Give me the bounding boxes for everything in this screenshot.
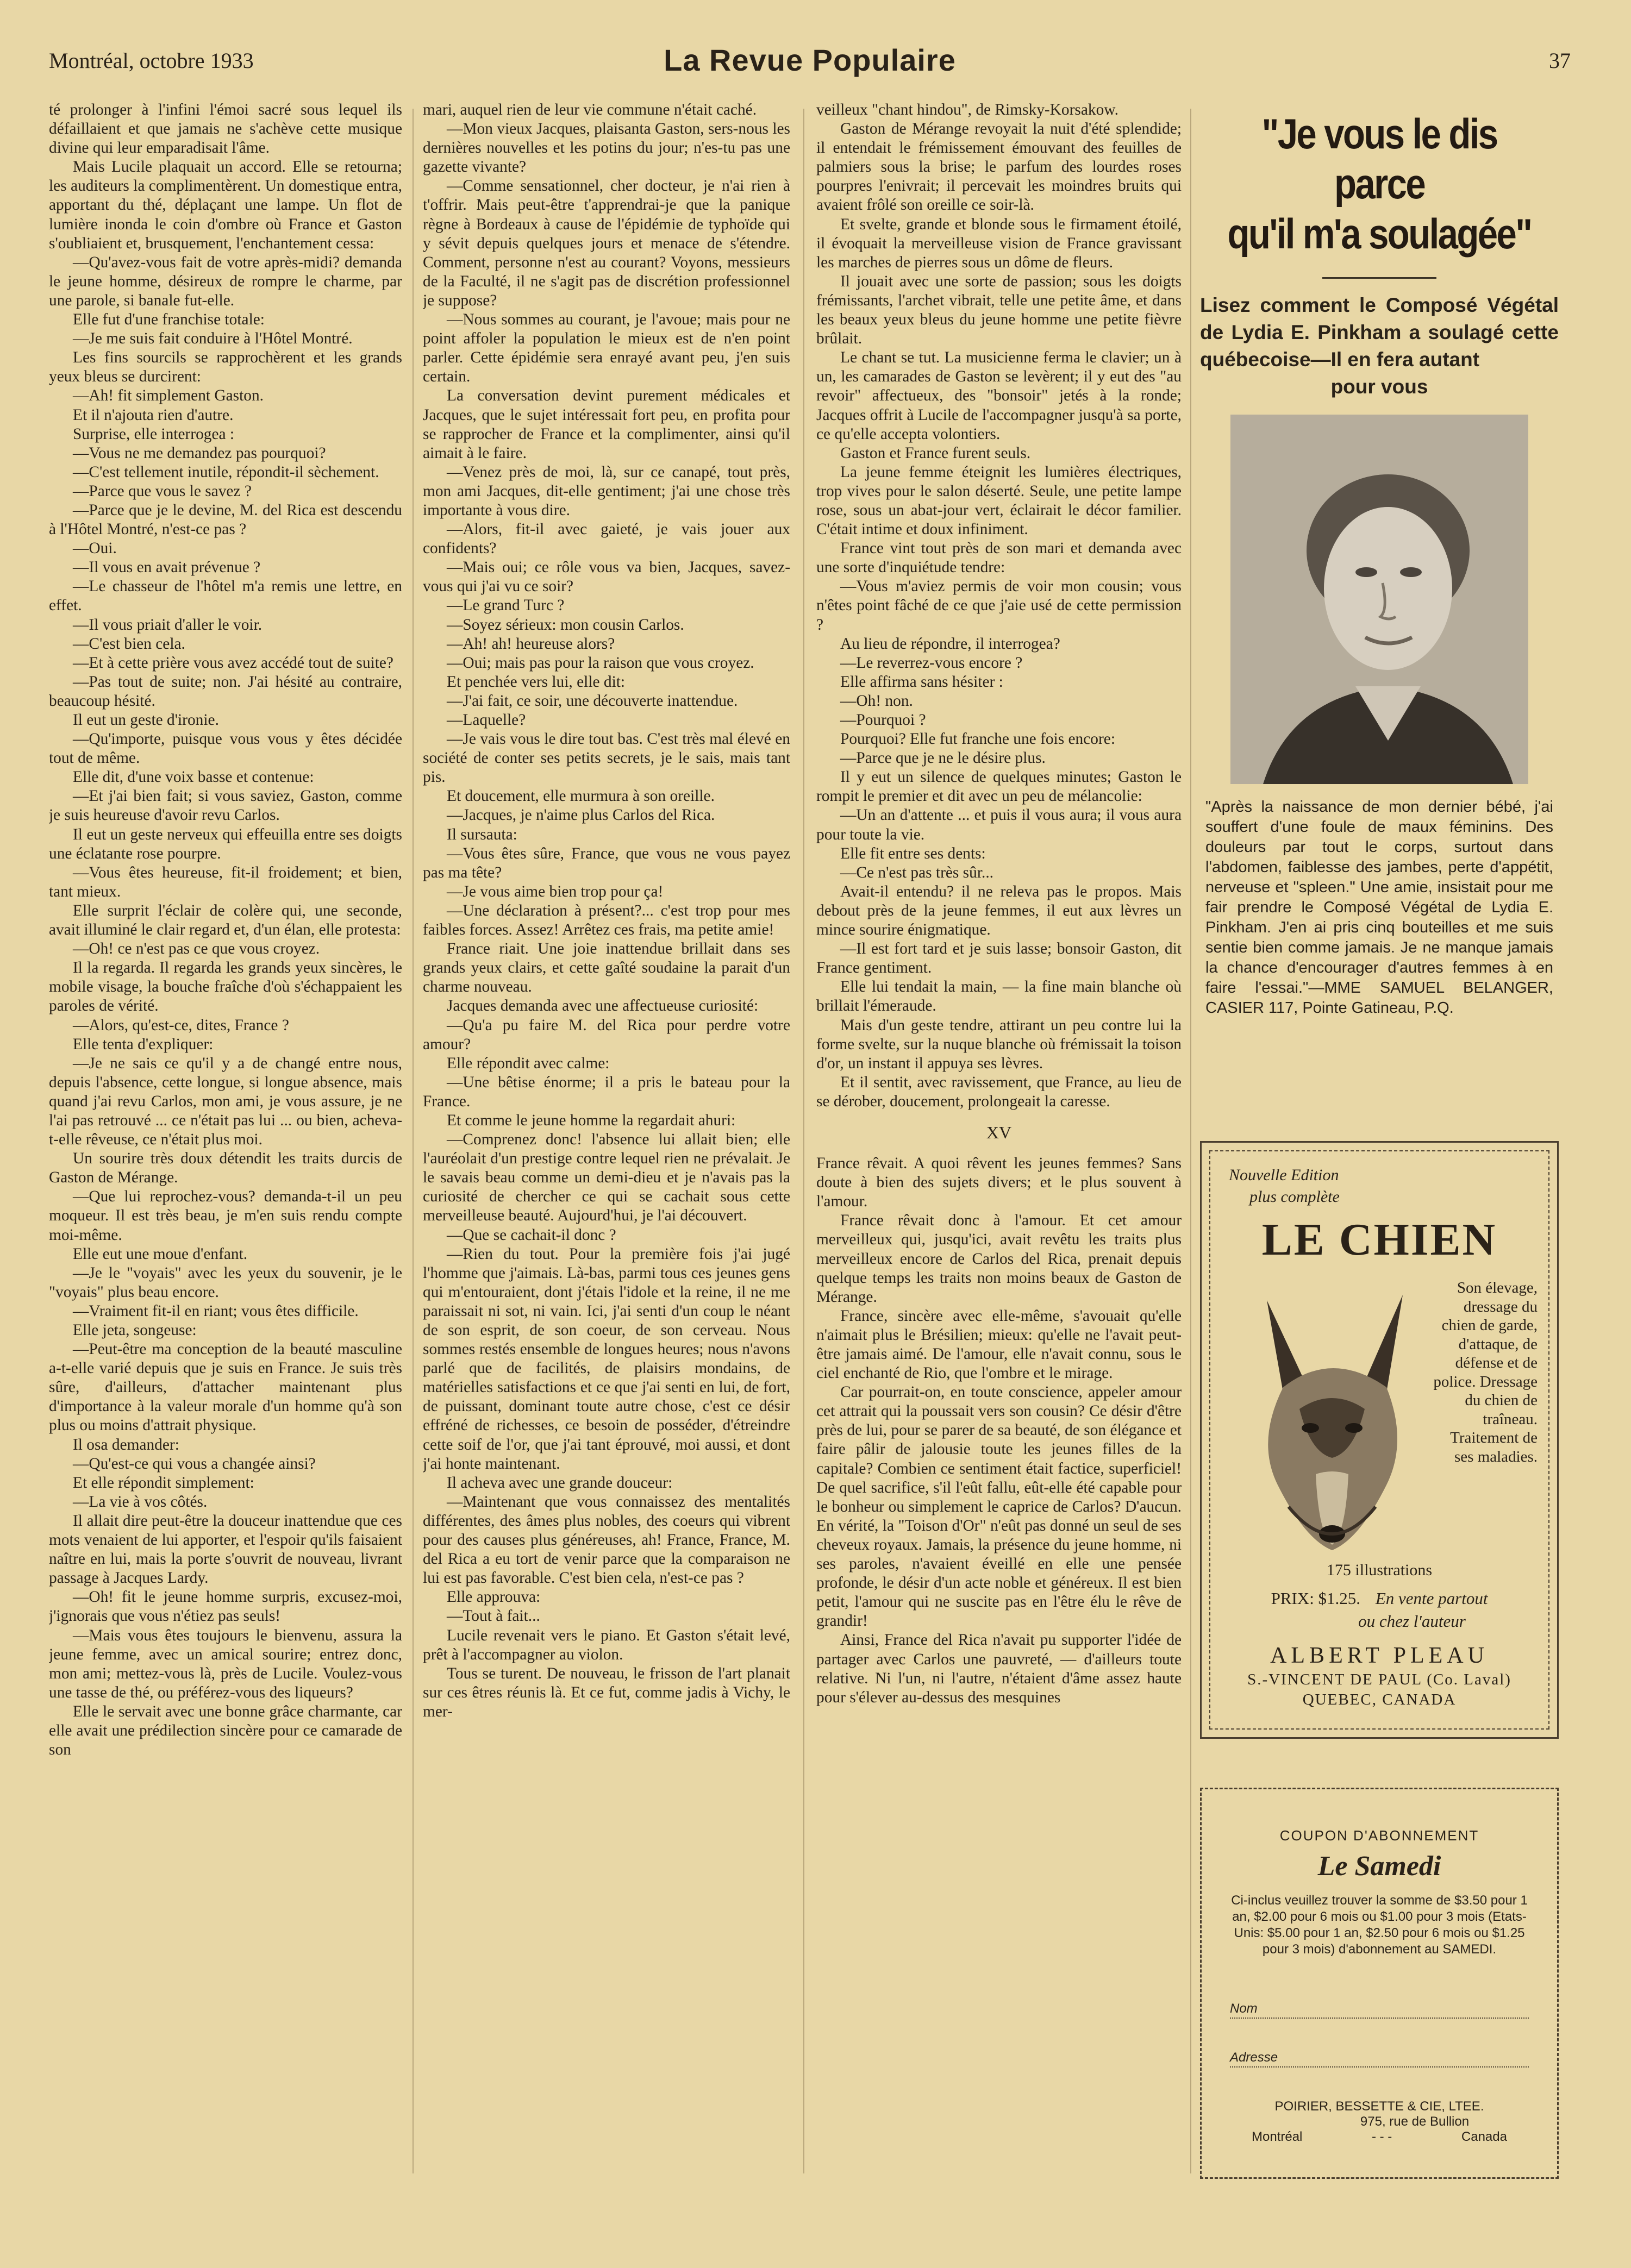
paragraph: —Je le "voyais" avec les yeux du souvenir, je le "voyais" plus beau encore. [49, 1264, 402, 1301]
paragraph: Mais d'un geste tendre, attirant un peu contre lui la forme svelte, sur la nuque blanche où frémissait la toison d'or, un instant il appuya ses lèvres. [816, 1016, 1182, 1072]
paragraph: Il la regarda. Il regarda les grands yeux sincères, le mobile visage, la bouche fraîche d'où s'échappaient les paroles de vérité. [49, 959, 402, 1015]
testimonial-text: "Après la naissance de mon dernier bébé, j'ai souffert d'une foule de maux féminins. Des douleurs par tout le corps, surtout dans l'abdomen, faiblesse des jambes, perte d'appétit, nerveuse et "spleen." Une amie, insistait pour me fair prendre le Composé Végétal de Lydia E. Pinkham. J'en ai pris cinq bouteilles et me suis sentie bien comme jamais. Je ne manque jamais la chance d'encourager d'autres femmes à en faire l'essai."—MME SAMUEL BELANGER, CASIER 117, Pointe Gatineau, P.Q. [1205, 798, 1553, 1017]
paragraph: —Tout à fait... [447, 1607, 540, 1625]
publisher-street: 975, rue de Bullion [1360, 2114, 1470, 2129]
paragraph: Elle lui tendait la main, — la fine main blanche où brillait l'émeraude. [816, 978, 1182, 1015]
paragraph: —Je vais vous le dire tout bas. C'est très mal élevé en société de conter ses petits secrets, je le sais, mais tant pis. [423, 730, 790, 786]
paragraph: —Laquelle? [447, 711, 526, 729]
paragraph: —Ce n'est pas très sûr... [840, 863, 994, 881]
paragraph: —Oh! ce n'est pas ce que vous croyez. [73, 940, 320, 958]
paragraph: —Mais oui; ce rôle vous va bien, Jacques, savez-vous qui j'ai vu ce soir? [423, 559, 790, 596]
paragraph: Gaston et France furent seuls. [840, 444, 1031, 462]
paragraph: Et il n'ajouta rien d'autre. [73, 406, 234, 424]
paragraph: —Oui; mais pas pour la raison que vous croyez. [447, 654, 754, 672]
ad-subhead: Lisez comment le Composé Végétal de Lydia E. Pinkham a soulagé cette québecoise—Il en fera autant [1200, 294, 1559, 371]
paragraph: —Mon vieux Jacques, plaisanta Gaston, sers-nous les dernières nouvelles et les potins du jour; n'es-tu pas une gazette vivante? [423, 120, 790, 176]
paragraph: —Ah! ah! heureuse alors? [447, 635, 615, 653]
paragraph: —Que lui reprochez-vous? demanda-t-il un peu moqueur. Il est très beau, je m'en suis rendu compte moi-même. [49, 1188, 402, 1244]
paragraph: Car pourrait-on, en toute conscience, appeler amour cet attrait qui la poussait vers son cousin? Ce désir d'être près de lui, pour se parer de sa beauté, de son élégance et faire pâlir de jalousie toute les jeunes filles de la capitale? Combien ce sentiment était factice, superficiel! De quel sacrifice, s'il l'eût fallu, eût-elle été capable pour le bonheur ou simplement le caprice de Carlos? D'aucun. En vérité, la "Toison d'Or" n'eût pas donné un seul de ses cheveux royaux. Jamais, la présence du jeune homme, ni ses paroles, n'avaient éveillé en elle une pensée profonde, le désir d'un acte noble et généreux. Il est bien petit, l'amour qui ne suscite pas en l'être élu le rêve de grandir! [816, 1383, 1182, 1630]
address-field[interactable] [1230, 2050, 1529, 2067]
address-line-2: QUEBEC, CANADA [1302, 1691, 1457, 1708]
paragraph: —Il vous en avait prévenue ? [73, 559, 261, 577]
column-rule [413, 109, 414, 2173]
paragraph: —La vie à vos côtés. [73, 1493, 208, 1511]
paragraph: —Vous ne me demandez pas pourquoi? [73, 444, 326, 462]
paragraph: —Pas tout de suite; non. J'ai hésité au contraire, beaucoup hésité. [49, 673, 402, 710]
dog-head-icon [1223, 1279, 1441, 1561]
paragraph: —Et à cette prière vous avez accédé tout de suite? [73, 654, 393, 672]
paragraph: Jacques demanda avec une affectueuse curiosité: [447, 997, 759, 1015]
paragraph: Ainsi, France del Rica n'avait pu supporter l'idée de partager avec Carlos une pauvreté, — d'ailleurs toute relative. Ni l'un, ni l'autre, n'étaient d'âme assez haute pour s'élever au-dessus des mesquines [816, 1631, 1182, 1706]
paragraph: Gaston de Mérange revoyait la nuit d'été splendide; il entendait le frémissement émouvant des feuilles de palmiers sous la brise; le parfum des lourdes roses pourpres l'enivrait; il percevait les moindres bruits qui avaient frôlé son oreille ce soir-là. [816, 120, 1182, 214]
edition-line-2: plus complète [1249, 1188, 1340, 1206]
paragraph: —Le reverrez-vous encore ? [840, 654, 1023, 672]
sale-note-1: En vente partout [1375, 1589, 1488, 1608]
article-column-1 [49, 101, 402, 2192]
paragraph: Elle surprit l'éclair de colère qui, une seconde, avait illuminé le clair regard et, d'un élan, elle protesta: [49, 901, 402, 939]
paragraph: Le chant se tut. La musicienne ferma le clavier; un à un, les camarades de Gaston se levèrent; il y eut des "au revoir" affectueux, des "bonsoir" jetés à la ronde; Jacques offrit à Lucile de l'accompagner jusqu'à sa porte, ce qu'elle accepta volontiers. [816, 349, 1182, 443]
paragraph: —Je ne sais ce qu'il y a de changé entre nous, depuis l'absence, cette longue, si longue absence, mais quand j'ai revu Carlos, mon ami, je vous assure, je ne l'ai pas retrouvé ... ce n'était pas lui ... ou bien, acheva-t-elle rêveuse, ce n'était plus moi. [49, 1054, 402, 1149]
paragraph: —Parce que je le devine, M. del Rica est descendu à l'Hôtel Montré, n'est-ce pas ? [49, 501, 402, 538]
address-field-label: Adresse [1230, 2050, 1278, 2065]
paragraph: Et penchée vers lui, elle dit: [447, 673, 626, 691]
paragraph: —Maintenant que vous connaissez des mentalités différentes, des âmes plus nobles, des coeurs qui vibrent pour des causes plus généreuses, ah! France, France, M. del Rica a eu tort de venir parce que la comparaison ne lui est pas favorable. C'est bien cela, n'est-ce pas ? [423, 1493, 790, 1587]
paragraph: —Vous êtes heureuse, fit-il froidement; et bien, tant mieux. [49, 863, 402, 900]
header-date: Montréal, octobre 1933 [49, 48, 254, 73]
paragraph: —Oh! non. [840, 692, 913, 710]
paragraph: —Je me suis fait conduire à l'Hôtel Montré. [73, 330, 353, 348]
paragraph: France rêvait donc à l'amour. Et cet amour merveilleux qui, jusqu'ici, avait revêtu les traits plus merveilleux encore de Carlos del Rica, prenait depuis quelque temps les traits non moins beaux de Gaston de Mérange. [816, 1212, 1182, 1306]
paragraph: Pourquoi? Elle fut franche une fois encore: [840, 730, 1115, 748]
paragraph: Et doucement, elle murmura à son oreille. [447, 787, 715, 805]
paragraph: —Qu'importe, puisque vous vous y êtes décidée tout de même. [49, 730, 402, 767]
price-line [1202, 1587, 1557, 1633]
paragraph: Mais Lucile plaquait un accord. Elle se retourna; les auditeurs la complimentèrent. Un domestique entra, apportant du thé, déplaçant une lampe. Un flot de lumière inonda le coin d'ombre où France et Gaston s'oubliaient et, brusquement, l'enchantement cessa: [49, 158, 402, 252]
price: PRIX: $1.25. [1271, 1589, 1361, 1608]
pinkham-advertisement [1200, 109, 1559, 1018]
subscription-coupon [1200, 1788, 1559, 2179]
paragraph: —Comprenez donc! l'absence lui allait bien; elle l'auréolait d'un prestige contre lequel rien ne prévalait. Je le savais beau comme un demi-dieu et je n'avais pas la curiosité de chercher ce qui se cachait sous cette merveilleuse beauté. Aujourd'hui, je l'ai découvert. [423, 1131, 790, 1225]
paragraph: Il allait dire peut-être la douceur inattendue que ces mots venaient de lui apporter, et l'espoir qu'ils faisaient naître en lui, mais la porte s'ouvrit de nouveau, livrant passage à Jacques Lardy. [49, 1512, 402, 1587]
paragraph: veilleux "chant hindou", de Rimsky-Korsakow. [816, 101, 1118, 118]
paragraph: Elle eut une moue d'enfant. [73, 1245, 248, 1263]
paragraph: Il sursauta: [447, 825, 517, 843]
paragraph: —J'ai fait, ce soir, une découverte inattendue. [447, 692, 738, 710]
paragraph: —Peut-être ma conception de la beauté masculine a-t-elle varié depuis que je suis en France. Je suis très sûre, d'ailleurs, d'attacher maintenant plus d'importance à la valeur morale d'un homme qu'à son plus ou moins d'attrait physique. [49, 1340, 402, 1434]
paragraph: —Qu'est-ce qui vous a changée ainsi? [73, 1455, 316, 1473]
paragraph: La conversation devint purement médicales et Jacques, que le sujet intéressait fort peu, en profita pour se rapprocher de France et la complimenter, ainsi qu'il aimait à le faire. [423, 387, 790, 462]
german-shepherd-illustration [1223, 1279, 1441, 1561]
paragraph: —Ah! fit simplement Gaston. [73, 387, 264, 405]
paragraph: —C'est bien cela. [73, 635, 185, 653]
paragraph: Et comme le jeune homme la regardait ahuri: [447, 1111, 736, 1129]
page-header [49, 42, 1571, 86]
paragraph: —Il vous priait d'aller le voir. [73, 616, 263, 634]
paragraph: France vint tout près de son mari et demanda avec une sorte d'inquiétude tendre: [816, 540, 1182, 577]
paragraph: —Vous êtes sûre, France, que vous ne vous payez pas ma tête? [423, 844, 790, 881]
paragraph: —Oh! fit le jeune homme surpris, excusez-moi, j'ignorais que vous n'étiez pas seuls! [49, 1588, 402, 1625]
publisher-country: Canada [1461, 2129, 1507, 2144]
paragraph: —Un an d'attente ... et puis il vous aura; il vous aura pour toute la vie. [816, 806, 1182, 843]
paragraph: Lucile revenait vers le piano. Et Gaston s'était levé, prêt à l'accompagner au violon. [423, 1626, 790, 1663]
paragraph: France riait. Une joie inattendue brillait dans ses grands yeux clairs, et cette gaîté soudaine la parait d'un charme nouveau. [423, 940, 790, 996]
paragraph: Il jouait avec une sorte de passion; sous les doigts frémissants, l'archet vibrait, telle une petite âme, et dans les beaux yeux bleus du jeune homme une petite fièvre brûlait. [816, 272, 1182, 348]
paragraph: —Une déclaration à présent?... c'est trop pour mes faibles forces. Assez! Arrêtez ces frais, ma petite amie! [423, 901, 790, 939]
paragraph: —Parce que vous le savez ? [73, 482, 252, 500]
paragraph: Il osa demander: [73, 1436, 179, 1453]
paragraph: La jeune femme éteignit les lumières électriques, trop vives pour le salon déserté. Seule, une petite lampe rose, sous un abat-jour vert, éclairait le décor familier. C'était intime et doux infiniment. [816, 463, 1182, 538]
coupon-heading: COUPON D'ABONNEMENT [1279, 1827, 1479, 1844]
illustration-count: 175 illustrations [1326, 1561, 1433, 1579]
paragraph: —C'est tellement inutile, répondit-il sèchement. [73, 463, 379, 481]
section-number: XV [986, 1122, 1012, 1142]
coupon-brand-logo: Le Samedi [1317, 1851, 1441, 1882]
paragraph: Tous se turent. De nouveau, le frisson de l'art planait sur ces êtres réunis là. Et ce fut, comme jadis à Vichy, le mer- [423, 1664, 790, 1720]
name-field[interactable] [1230, 2001, 1529, 2019]
column-rule [803, 109, 804, 2173]
address-line-1: S.-VINCENT DE PAUL (Co. Laval) [1247, 1671, 1511, 1688]
paragraph: Il eut un geste nerveux qui effeuilla entre ses doigts une éclatante rose pourpre. [49, 825, 402, 862]
paragraph: Il acheva avec une grande douceur: [447, 1474, 673, 1492]
paragraph: Surprise, elle interrogea : [73, 425, 235, 443]
paragraph: —Vraiment fit-il en riant; vous êtes difficile. [73, 1302, 359, 1320]
paragraph: —Je vous aime bien trop pour ça! [447, 882, 664, 900]
paragraph: Elle tenta d'expliquer: [73, 1035, 214, 1053]
publisher-name: POIRIER, BESSETTE & CIE, LTEE. [1274, 2099, 1484, 2114]
paragraph: France, sincère avec elle-même, s'avouait qu'elle n'aimait plus le Brésilien; mieux: qu'elle ne l'avait peut-être jamais aimé. De l'amour, elle n'avait connu, sous le ciel enchanté de Rio, que l'ombre et le mirage. [816, 1307, 1182, 1382]
publisher-block [1230, 2099, 1529, 2145]
paragraph: Elle répondit avec calme: [447, 1054, 610, 1072]
paragraph: —Qu'avez-vous fait de votre après-midi? demanda le jeune homme, désireux de rompre le charme, par une parole, si banale fut-elle. [49, 253, 402, 309]
column-3-part-2 [816, 1154, 1182, 1707]
ad-divider [1322, 277, 1436, 279]
paragraph: —Et j'ai bien fait; si vous saviez, Gaston, comme je suis heureuse d'avoir revu Carlos. [49, 787, 402, 824]
paragraph: Elle le servait avec une bonne grâce charmante, car elle avait une prédilection sincère pour ce camarade de son [49, 1702, 402, 1759]
paragraph: Il eut un geste d'ironie. [73, 711, 219, 729]
article-column-3 [816, 101, 1182, 2192]
paragraph: —Une bêtise énorme; il a pris le bateau pour la France. [423, 1073, 790, 1110]
paragraph: —Rien du tout. Pour la première fois j'ai jugé l'homme que j'aimais. Là-bas, parmi tous ces jeunes gens qui m'entouraient, dont j'étais l'idole et la reine, il ne me paraissait ni sot, ni vain. Ici, j'ai senti d'un coup le néant de son esprit, de son coeur, de son cerveau. Nous sommes restés ensemble de longues heures; nous n'avons parlé que de facilités, de plaisirs mondains, de matérielles satisfactions et ce que j'ai senti en lui, de fort, de puissant, dominant toute autre chose, c'est ce désir effréné de richesses, ce besoin de posséder, d'étreindre cette soif de l'or, que j'ai tant éprouvé, moi aussi, et dont j'ai honte maintenant. [423, 1245, 790, 1473]
edition-line-1: Nouvelle Edition [1229, 1166, 1339, 1184]
edition-note [1229, 1164, 1340, 1208]
paragraph: —Qu'a pu faire M. del Rica pour perdre votre amour? [423, 1016, 790, 1053]
headline-line-1: "Je vous le dis parce [1261, 110, 1497, 208]
paragraph: mari, auquel rien de leur vie commune n'était caché. [423, 101, 757, 118]
paragraph: —Pourquoi ? [840, 711, 926, 729]
paragraph: Et il sentit, avec ravissement, que France, au lieu de se dérober, doucement, prolongeait la caresse. [816, 1073, 1182, 1110]
paragraph: —Jacques, je n'aime plus Carlos del Rica. [447, 806, 715, 824]
le-chien-book-advertisement [1200, 1141, 1559, 1739]
paragraph: Elle affirma sans hésiter : [840, 673, 1003, 691]
paragraph: Elle fut d'une franchise totale: [73, 311, 265, 329]
paragraph: —Il est fort tard et je suis lasse; bonsoir Gaston, dit France gentiment. [816, 940, 1182, 977]
headline-line-2: qu'il m'a soulagée" [1227, 210, 1532, 258]
ad-headline [1225, 109, 1534, 259]
paragraph: —Que se cachait-il donc ? [447, 1226, 616, 1244]
ad-subhead-end: pour vous [1330, 375, 1428, 398]
paragraph: —Mais vous êtes toujours le bienvenu, assura la jeune femme, avec un amical sourire; entrez donc, mon ami; mettez-vous là, près de Lucile. Voulez-vous une tasse de thé, ou préférez-vous des liqueurs? [49, 1626, 402, 1701]
paragraph: Elle fit entre ses dents: [840, 844, 986, 862]
paragraph: —Soyez sérieux: mon cousin Carlos. [447, 616, 684, 634]
paragraph: France rêvait. A quoi rêvent les jeunes femmes? Sans doute à bien des sujets divers; et le plus souvent à l'amour. [816, 1155, 1182, 1211]
paragraph: —Comme sensationnel, cher docteur, je n'ai rien à t'offrir. Mais peut-être t'apprendrai-je que la panique règne à Bordeaux à cause de l'épidémie de typhoïde qui y sévit depuis quelques jours et menace de s'étendre. Comment, personne n'est au courant? Voyons, messieurs de la Faculté, il ne s'agit pas de discrétion professionnel je suppose? [423, 177, 790, 309]
paragraph: té prolonger à l'infini l'émoi sacré sous lequel ils défaillaient et que jamais ne s'achève cette musique divine qui leur emparadisait l'âme. [49, 101, 402, 157]
paragraph: —Vous m'aviez permis de voir mon cousin; vous n'êtes point fâché de ce que j'aie usé de cette permission ? [816, 578, 1182, 634]
coupon-body: Ci-inclus veuillez trouver la somme de $3.50 pour 1 an, $2.00 pour 6 mois ou $1.00 pour 3 mois (Etats-Unis: $5.00 pour 1 an, $2.50 pour 6 mois ou $1.25 pour 3 mois) d'abonnement au SAMEDI. [1231, 1893, 1528, 1957]
paragraph: —Le chasseur de l'hôtel m'a remis une lettre, en effet. [49, 578, 402, 615]
portrait-illustration [1230, 415, 1528, 784]
paragraph: Et elle répondit simplement: [73, 1474, 254, 1492]
paragraph: —Le grand Turc ? [447, 597, 565, 615]
paragraph: —Venez près de moi, là, sur ce canapé, tout près, mon ami Jacques, dit-elle gentiment; j'ai une chose très importante à vous dire. [423, 463, 790, 519]
author-name: ALBERT PLEAU [1270, 1643, 1489, 1668]
name-field-label: Nom [1230, 2001, 1258, 2016]
paragraph: —Alors, fit-il avec gaieté, je vais jouer aux confidents? [423, 521, 790, 557]
publisher-city: Montréal [1252, 2129, 1303, 2144]
paragraph: —Alors, qu'est-ce, dites, France ? [73, 1016, 289, 1034]
paragraph: Et svelte, grande et blonde sous le firmament étoilé, il évoquait la merveilleuse vision de France gravissant les marches de pierres sous un dôme de fleurs. [816, 215, 1182, 271]
paragraph: —Oui. [73, 540, 117, 557]
paragraph: Elle dit, d'une voix basse et contenue: [73, 768, 314, 786]
publisher-city-line [1230, 2129, 1529, 2145]
paragraph: Elle jeta, songeuse: [73, 1321, 197, 1339]
column-rule [1190, 109, 1191, 2173]
article-column-2 [423, 101, 790, 2192]
paragraph: Au lieu de répondre, il interrogea? [840, 635, 1060, 653]
book-title: LE CHIEN [1261, 1214, 1497, 1265]
book-description: Son élevage, dressage du chien de garde, d'attaque, de défense et de police. Dressage du chien de traîneau. Traitement de ses maladies. [1433, 1279, 1538, 1465]
paragraph: Avait-il entendu? il ne releva pas le propos. Mais debout près de la jeune femmes, il eut aux lèvres un mince sourire énigmatique. [816, 882, 1182, 939]
paragraph: Un sourire très doux détendit les traits durcis de Gaston de Mérange. [49, 1150, 402, 1187]
column-3-part-1 [816, 101, 1182, 1111]
author-address [1202, 1670, 1557, 1710]
paragraph: Il y eut un silence de quelques minutes; Gaston le rompit le premier et dit avec un peu de mélancolie: [816, 768, 1182, 805]
paragraph: Les fins sourcils se rapprochèrent et les grands yeux bleus se durcirent: [49, 349, 402, 386]
page-number: 37 [1549, 48, 1571, 73]
woman-portrait-photo [1230, 415, 1528, 784]
paragraph: Elle approuva: [447, 1588, 541, 1606]
header-title: La Revue Populaire [664, 43, 956, 77]
paragraph: —Parce que je ne le désire plus. [840, 749, 1046, 767]
publisher-dashes: - - - [1371, 2129, 1392, 2144]
paragraph: —Nous sommes au courant, je l'avoue; mais pour ne point affoler la population le mieux est de n'en point parler. Cette épidémie sera enrayé avant peu, j'en suis certain. [423, 311, 790, 386]
sale-note-2: ou chez l'auteur [1358, 1612, 1466, 1631]
